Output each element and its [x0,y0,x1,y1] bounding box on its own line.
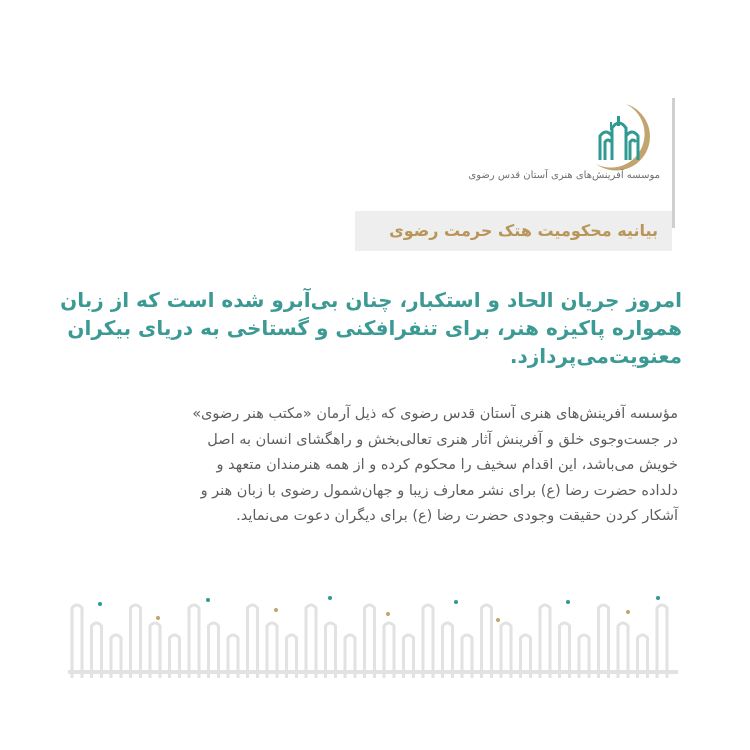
pattern-stroke [599,605,609,678]
pattern-stroke [657,605,667,678]
pattern-stroke [267,623,277,678]
pattern-dot [274,608,278,612]
pattern-stroke [618,623,628,678]
pattern-stroke [384,623,394,678]
body-line: در جست‌وجوی خلق و آفرینش آثار هنری تعالی‌بخش و راهگشای انسان به اصل [207,431,678,448]
pattern-dot [626,610,630,614]
pattern-dot [156,616,160,620]
lead-line: معنویت‌می‌پردازد. [509,344,682,368]
body-line: آشکار کردن حقیقت وجودی حضرت رضا (ع) برای دیگران دعوت می‌نماید. [236,508,678,524]
pattern-dot [98,602,102,606]
pattern-dot [454,600,458,604]
pattern-stroke [443,623,453,678]
body-line: مؤسسه آفرینش‌های هنری آستان قدس رضوی که ذیل آرمان «مکتب هنر رضوی» [192,406,678,422]
pattern-stroke [189,605,199,678]
body-line: دلداده حضرت رضا (ع) برای نشر معارف زیبا و جهان‌شمول رضوی با زبان هنر و [200,482,678,499]
vertical-divider-line [672,98,675,228]
body-paragraph [68,402,678,530]
pattern-dot [386,612,390,616]
pattern-stroke [365,605,375,678]
pattern-stroke [501,623,511,678]
pattern-dot [206,598,210,602]
pattern-stroke [209,623,219,678]
pattern-stroke [306,605,316,678]
body-line: خویش می‌باشد، این اقدام سخیف را محکوم کرده و از همه هنرمندان متعهد و [216,457,678,473]
pattern-stroke [150,623,160,678]
pattern-dot [566,600,570,604]
lead-paragraph [62,286,682,370]
pattern-baseline [68,670,678,674]
pattern-dot [328,596,332,600]
logo-caption: موسسه آفرینش‌های هنری آستان قدس رضوی [468,170,660,181]
pattern-stroke [540,605,550,678]
pattern-stroke [326,623,336,678]
pattern-stroke [423,605,433,678]
pattern-stroke [560,623,570,678]
logo-icon [468,98,670,198]
pattern-stroke [131,605,141,678]
pattern-dot [496,618,500,622]
pattern-stroke [72,605,82,678]
lead-line: امروز جریان الحاد و استکبار، چنان بی‌آبرو شده است که از زبان [60,288,682,312]
pattern-stroke [482,605,492,678]
pattern-dot [656,596,660,600]
decorative-calligraphy-pattern [68,590,678,680]
page-title: بیانیه محکومیت هتک حرمت رضوی [389,221,658,240]
pattern-stroke [92,623,102,678]
lead-line: همواره پاکیزه هنر، برای تنفرافکنی و گستاخی به دریای بیکران [67,316,682,340]
pattern-stroke [248,605,258,678]
